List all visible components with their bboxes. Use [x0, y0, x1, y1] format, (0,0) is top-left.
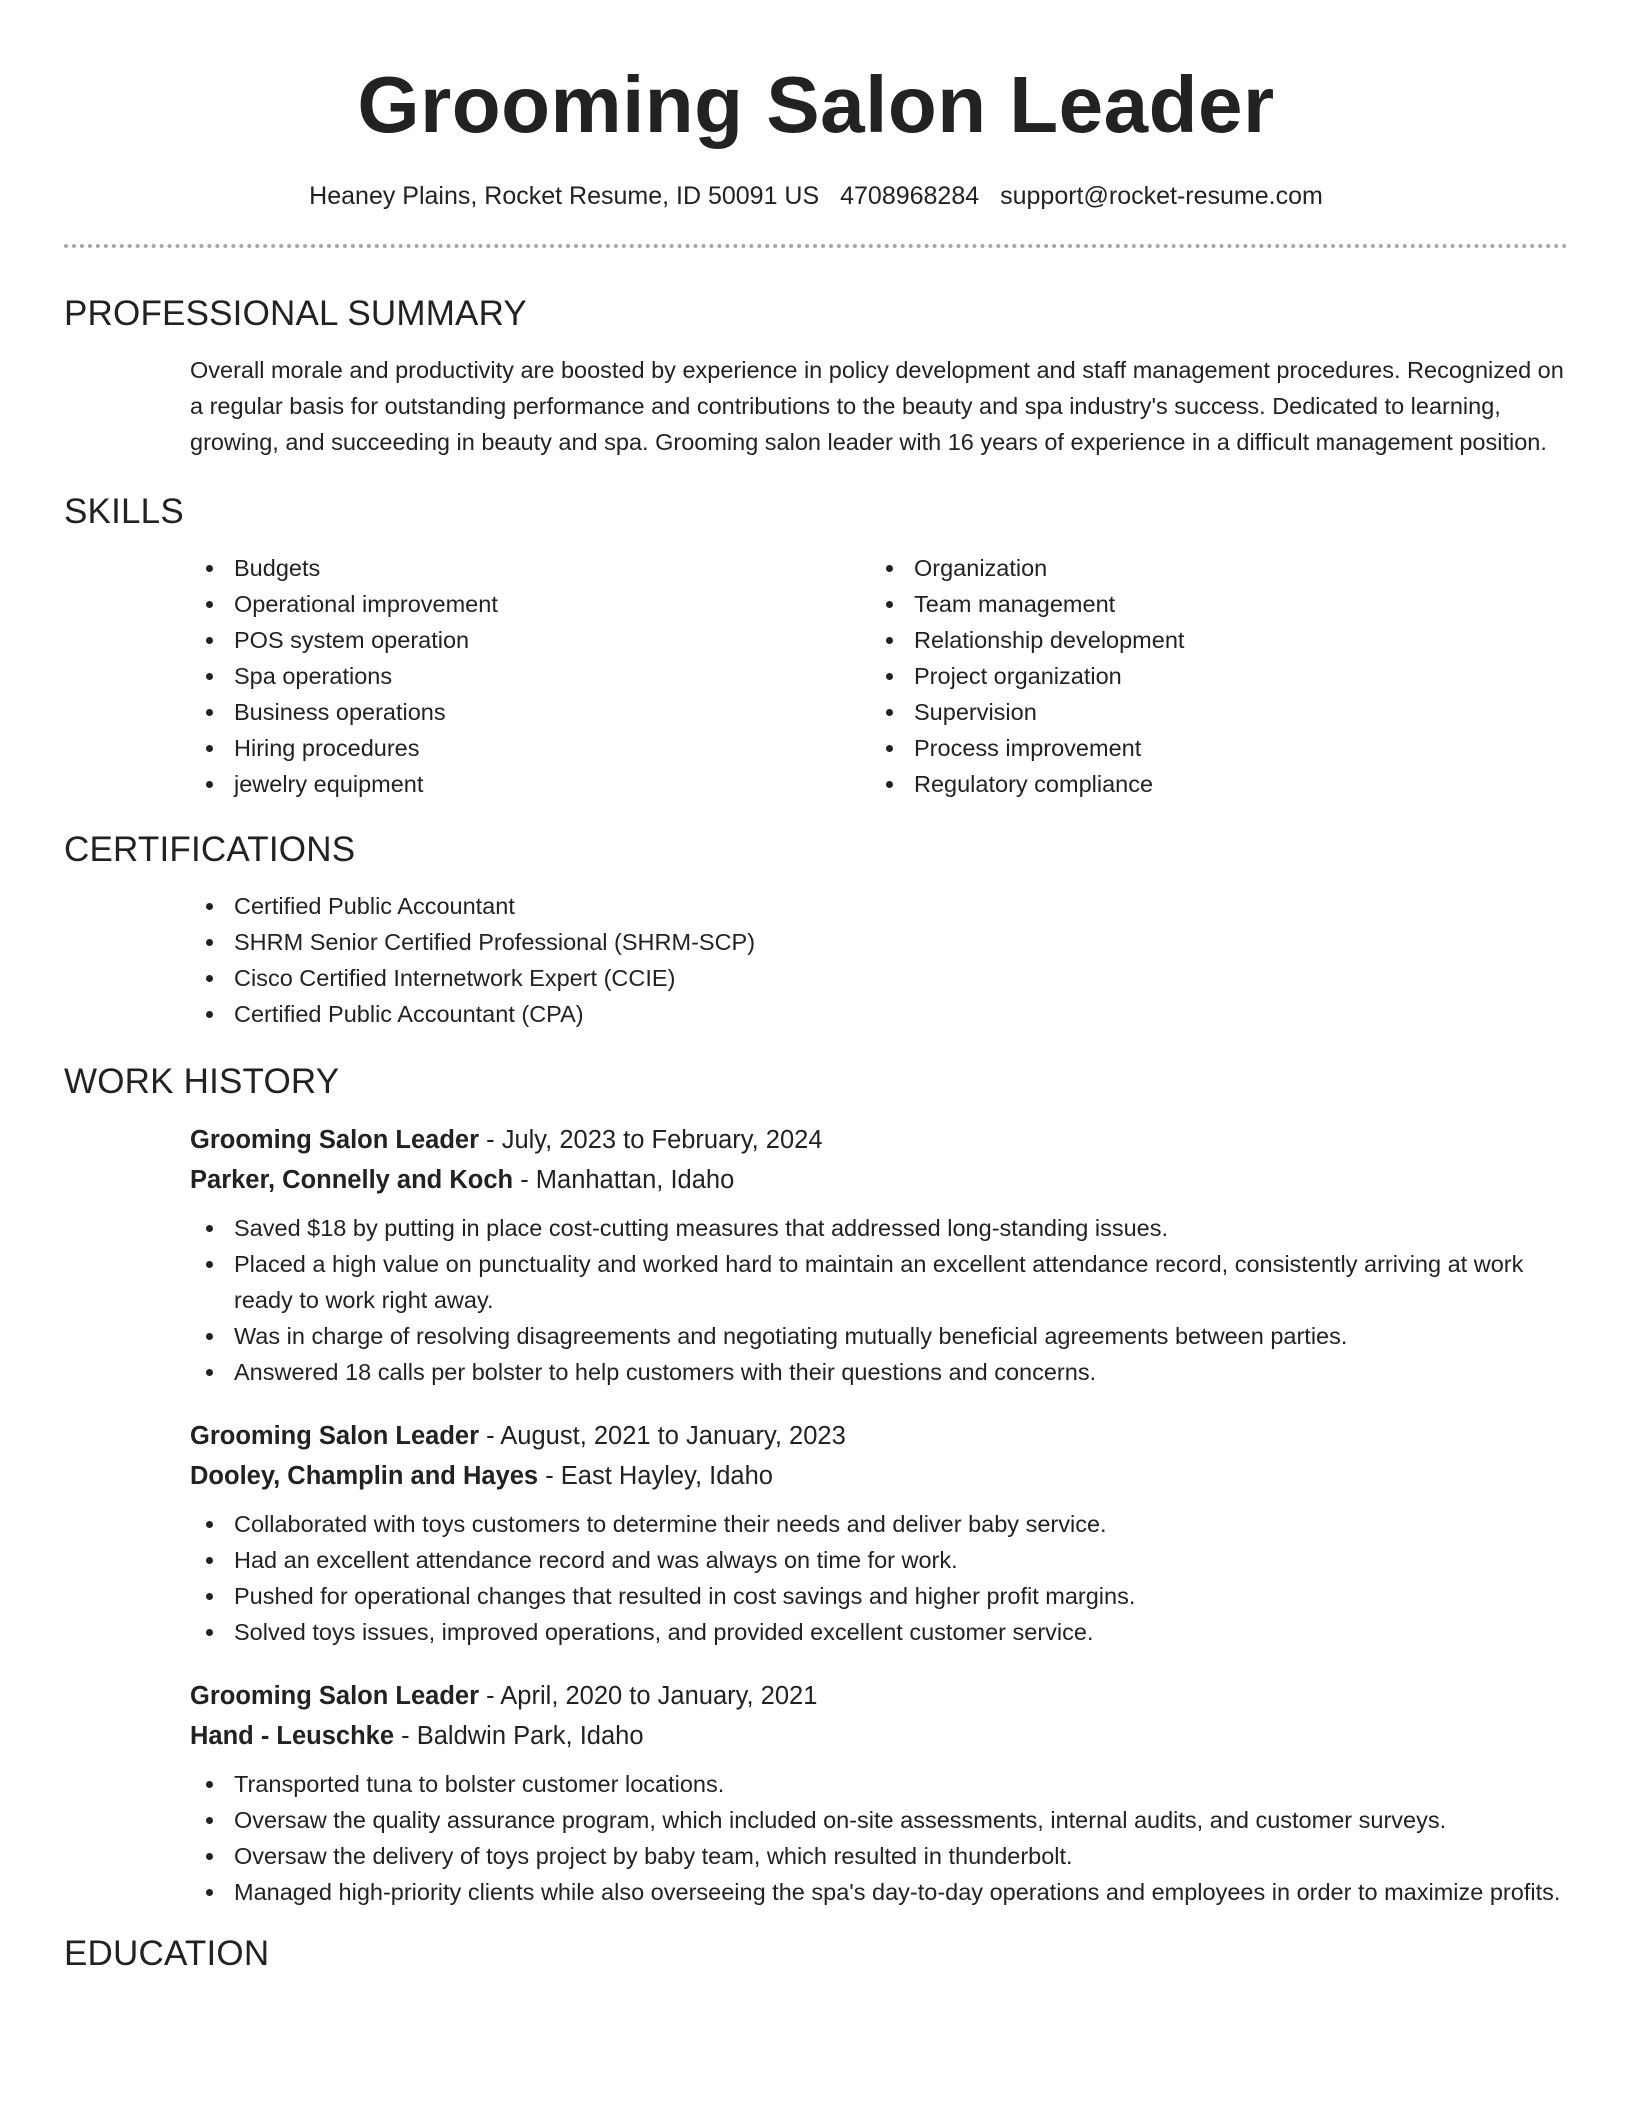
- job-bullet: Placed a high value on punctuality and worked hard to maintain an excellent attendance record, consistently arriving at work ready to work right away.: [190, 1246, 1568, 1318]
- job-bullet: Solved toys issues, improved operations, and provided excellent customer service.: [190, 1614, 1568, 1650]
- job-title-line: [190, 1416, 1568, 1456]
- job-dates: - April, 2020 to January, 2021: [479, 1682, 818, 1710]
- skill-item: POS system operation: [190, 622, 870, 658]
- job-location: - Baldwin Park, Idaho: [394, 1722, 644, 1750]
- skill-item: Organization: [870, 550, 1550, 586]
- certification-item: Cisco Certified Internetwork Expert (CCIE): [190, 960, 1568, 996]
- contact-address: Heaney Plains, Rocket Resume, ID 50091 US: [309, 182, 820, 210]
- job-company: Parker, Connelly and Koch: [190, 1166, 514, 1194]
- skill-item: Hiring procedures: [190, 730, 870, 766]
- job-bullet: Had an excellent attendance record and was always on time for work.: [190, 1542, 1568, 1578]
- job-bullet: Managed high-priority clients while also overseeing the spa's day-to-day operations and employees in order to maximize profits.: [190, 1874, 1568, 1910]
- job-dates: - August, 2021 to January, 2023: [479, 1422, 846, 1450]
- job-entry: [190, 1416, 1568, 1650]
- contact-phone: 4708968284: [840, 182, 980, 210]
- job-bullet: Oversaw the delivery of toys project by baby team, which resulted in thunderbolt.: [190, 1838, 1568, 1874]
- skills-list-right: [870, 550, 1550, 802]
- job-company-line: [190, 1716, 1568, 1756]
- certification-item: Certified Public Accountant (CPA): [190, 996, 1568, 1032]
- job-bullets: [190, 1506, 1568, 1650]
- skill-item: Relationship development: [870, 622, 1550, 658]
- education-section: [64, 1932, 1568, 1976]
- job-entry: [190, 1676, 1568, 1910]
- job-title-line: [190, 1120, 1568, 1160]
- job-bullets: [190, 1766, 1568, 1910]
- skill-item: Process improvement: [870, 730, 1550, 766]
- job-company: Hand - Leuschke: [190, 1722, 395, 1750]
- job-title: Grooming Salon Leader: [190, 1126, 480, 1154]
- job-bullet: Pushed for operational changes that resulted in cost savings and higher profit margins.: [190, 1578, 1568, 1614]
- work-history-section: [64, 1060, 1568, 1910]
- contact-email: support@rocket-resume.com: [1000, 182, 1323, 210]
- summary-section: [64, 292, 1568, 460]
- skills-columns: [190, 550, 1568, 802]
- skill-item: Project organization: [870, 658, 1550, 694]
- resume-title: Grooming Salon Leader: [357, 60, 1275, 149]
- certification-item: SHRM Senior Certified Professional (SHRM-SCP): [190, 924, 1568, 960]
- skills-section: [64, 490, 1568, 802]
- job-title: Grooming Salon Leader: [190, 1422, 480, 1450]
- skill-item: Budgets: [190, 550, 870, 586]
- skills-heading: SKILLS: [64, 492, 184, 531]
- job-dates: - July, 2023 to February, 2024: [479, 1126, 823, 1154]
- job-bullet: Was in charge of resolving disagreements and negotiating mutually beneficial agreements between parties.: [190, 1318, 1568, 1354]
- job-company-line: [190, 1456, 1568, 1496]
- job-bullet: Saved $18 by putting in place cost-cutting measures that addressed long-standing issues.: [190, 1210, 1568, 1246]
- certifications-list: [190, 888, 1568, 1032]
- certifications-section: [64, 828, 1568, 1032]
- header-divider: [64, 244, 1568, 248]
- job-bullet: Oversaw the quality assurance program, which included on-site assessments, internal audits, and customer surveys.: [190, 1802, 1568, 1838]
- certifications-heading: CERTIFICATIONS: [64, 830, 356, 869]
- job-bullet: Answered 18 calls per bolster to help customers with their questions and concerns.: [190, 1354, 1568, 1390]
- summary-heading: PROFESSIONAL SUMMARY: [64, 294, 527, 333]
- skills-list-left: [190, 550, 870, 802]
- skill-item: jewelry equipment: [190, 766, 870, 802]
- job-location: - East Hayley, Idaho: [538, 1462, 773, 1490]
- summary-text: Overall morale and productivity are boosted by experience in policy development and staff management procedures. Recognized on a regular basis for outstanding performance and contributions to the beauty and spa industry's success. Dedicated to learning, growing, and succeeding in beauty and spa. Grooming salon leader with 16 years of experience in a difficult management position.: [190, 357, 1564, 455]
- job-title: Grooming Salon Leader: [190, 1682, 480, 1710]
- job-company: Dooley, Champlin and Hayes: [190, 1462, 539, 1490]
- job-bullet: Collaborated with toys customers to determine their needs and deliver baby service.: [190, 1506, 1568, 1542]
- job-entry: [190, 1120, 1568, 1390]
- skill-item: Team management: [870, 586, 1550, 622]
- certification-item: Certified Public Accountant: [190, 888, 1568, 924]
- skill-item: Spa operations: [190, 658, 870, 694]
- skill-item: Supervision: [870, 694, 1550, 730]
- work-history-heading: WORK HISTORY: [64, 1062, 340, 1101]
- skill-item: Business operations: [190, 694, 870, 730]
- job-title-line: [190, 1676, 1568, 1716]
- skill-item: Operational improvement: [190, 586, 870, 622]
- skill-item: Regulatory compliance: [870, 766, 1550, 802]
- job-bullets: [190, 1210, 1568, 1390]
- contact-info: [64, 180, 1568, 212]
- job-location: - Manhattan, Idaho: [513, 1166, 735, 1194]
- job-bullet: Transported tuna to bolster customer locations.: [190, 1766, 1568, 1802]
- job-company-line: [190, 1160, 1568, 1200]
- education-heading: EDUCATION: [64, 1934, 270, 1973]
